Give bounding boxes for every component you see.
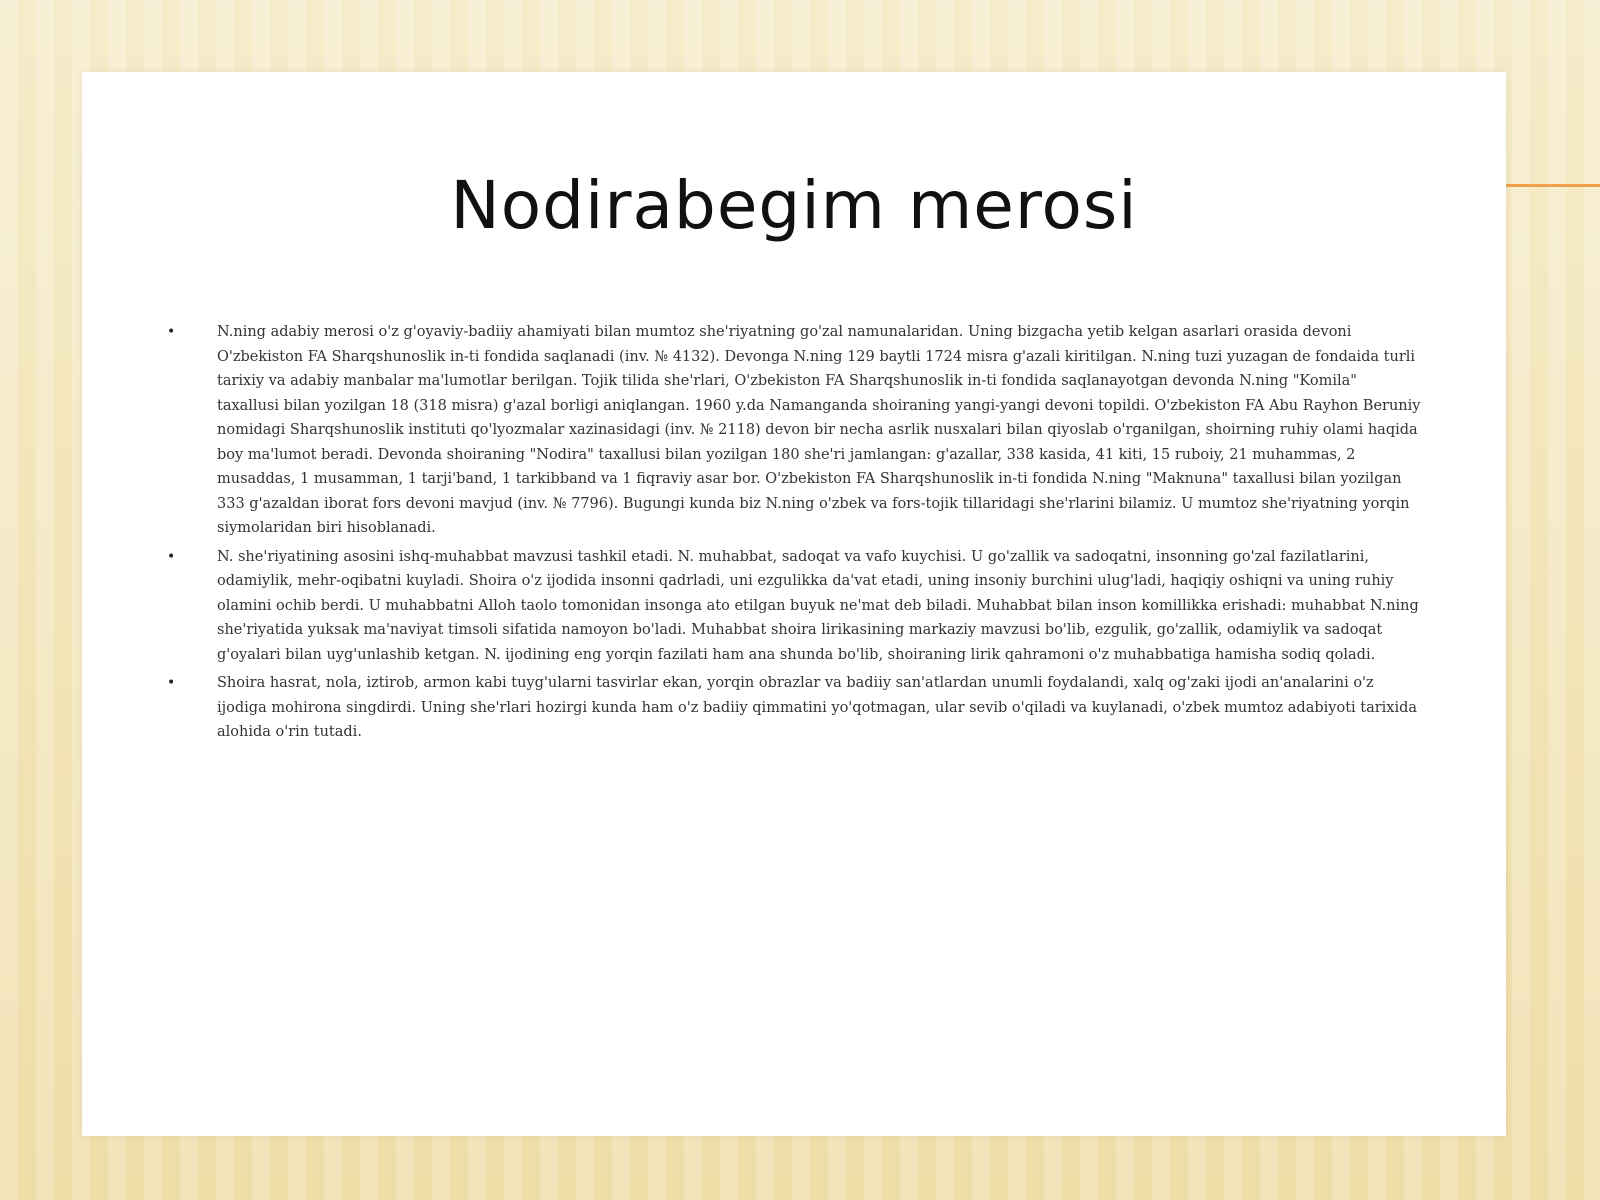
paragraph-3 [167,671,1421,745]
paragraph-2 [167,545,1421,668]
bullet-dot-icon: • [167,548,176,565]
bullet-dot-icon: • [167,324,176,340]
bullet-dot-icon: • [167,675,176,691]
slide-card [82,72,1506,1136]
paragraph-text: N.ning adabiy merosi o'z g'oyaviy-badiiy ahamiyati bilan mumtoz she'riyatning go'zal namunalaridan. Uning bizgacha yetib kelgan asarlari orasida devoni O'zbekiston FA Sharqshunoslik in-ti fondida saqlanadi (inv. № 4132). Devonga N.ning 129 baytli 1724 misra g'azali kiritilgan. N.ning tuzi yuzagan de fondaida turli tarixiy va adabiy manbalar ma'lumotlar berilgan. Tojik tilida she'rlari, O'zbekiston FA Sharqshunoslik in-ti fondida saqlanayotgan devonda N.ning "Komila" taxallusi bilan yozilgan 18 (318 misra) g'azal borligi aniqlangan. 1960 y.da Namanganda shoiraning yangi-yangi devoni topildi. O'zbekiston FA Abu Rayhon Beruniy nomidagi Sharqshunoslik instituti qo'lyozmalar xazinasidagi (inv. № 2118) devon bir necha asrlik nusxalari bilan qiyoslab o'rganilgan, shoirning ruhiy olami haqida boy ma'lumot beradi. Devonda shoiraning "Nodira" taxallusi bilan yozilgan 180 she'ri jamlangan: g'azallar, 338 kasida, 41 kiti, 15 ruboiy, 21 muhammas, 2 musaddas, 1 musamman, 1 tarji'band, 1 tarkibband va 1 fiqraviy asar bor. O'zbekiston FA Sharqshunoslik in-ti fondida N.ning "Maknuna" taxallusi bilan yozilgan 333 g'azaldan iborat fors devoni mavjud (inv. № 7796). Bugungi kunda biz N.ning o'zbek va fors-tojik tillaridagi she'rlarini bilamiz. U mumtoz she'riyatning yorqin siymolaridan biri hisoblanadi. [217,324,1421,536]
paragraph-1 [167,320,1421,541]
paragraph-text: N. she'riyatining asosini ishq-muhabbat mavzusi tashkil etadi. N. muhabbat, sadoqat va vafo kuychisi. U go'zallik va sadoqatni, insonning go'zal fazilatlarini, odamiylik, mehr-oqibatni kuyladi. Shoira o'z ijodida insonni qadrladi, uni ezgulikka da'vat etadi, uning insoniy burchini ulug'ladi, haqiqiy oshiqni va uning ruhiy olamini ochib berdi. U muhabbatni Alloh taolo tomonidan insonga ato etilgan buyuk ne'mat deb biladi. Muhabbat bilan inson komillikka erishadi: muhabbat N.ning she'riyatida yuksak ma'naviyat timsoli sifatida namoyon bo'ladi. Muhabbat shoira lirikasining markaziy mavzusi bo'lib, ezgulik, go'zallik, odamiylik va sadoqat g'oyalari bilan uyg'unlashib ketgan. N. ijodining eng yorqin fazilati ham ana shunda bo'lib, shoiraning lirik qahramoni o'z muhabbatiga hamisha sodiq qoladi. [217,548,1419,663]
slide-title: Nodirabegim merosi [450,167,1138,244]
paragraph-text: Shoira hasrat, nola, iztirob, armon kabi tuyg'ularni tasvirlar ekan, yorqin obrazlar va badiiy san'atlardan unumli foydalandi, xalq og'zaki ijodi an'analarini o'z ijodiga mohirona singdirdi. Uning she'rlari hozirgi kunda ham o'z badiiy qimmatini yo'qotmagan, ular sevib o'qiladi va kuylanadi, o'zbek mumtoz adabiyoti tarixida alohida o'rin tutadi. [217,675,1418,740]
slide-content [167,320,1421,749]
